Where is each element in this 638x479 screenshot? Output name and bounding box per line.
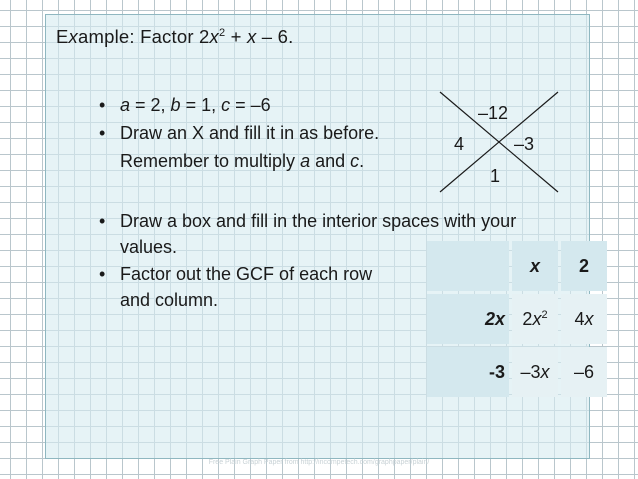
cell-exponent: 2 <box>541 308 548 321</box>
x-right-value: –3 <box>514 134 535 154</box>
remember-a: a <box>300 151 311 171</box>
example-title <box>56 26 293 48</box>
gcf-line2: and column. <box>120 290 219 310</box>
bullet-draw-x: • Draw an X and fill it in as before. <box>97 120 379 146</box>
remember-c: c <box>350 151 360 171</box>
cell-base: –6 <box>573 361 595 382</box>
title-text: Example: Factor 2x <box>56 26 219 47</box>
factor-box <box>424 238 610 400</box>
box-cell <box>512 294 558 344</box>
box-cell <box>512 347 558 397</box>
val-a: = 2, <box>130 95 171 115</box>
box-row-header-neg3: -3 <box>427 347 509 397</box>
box-cell <box>561 294 607 344</box>
bullet-list-top <box>97 92 379 148</box>
remember-prefix: Remember to multiply <box>120 151 301 171</box>
var-b: b <box>170 95 181 115</box>
box-cell <box>561 347 607 397</box>
cell-base: 4x <box>574 308 594 329</box>
title-exponent: 2 <box>218 26 226 39</box>
remember-line <box>120 148 364 174</box>
val-b: = 1, <box>180 95 222 115</box>
title-suffix: + x – 6. <box>225 26 294 47</box>
var-c: c <box>221 95 231 115</box>
cell-base: –3x <box>520 361 550 382</box>
x-bottom-value: 1 <box>490 166 501 186</box>
box-row-header-2x: 2x <box>427 294 509 344</box>
box-corner <box>427 241 509 291</box>
gcf-line1: Factor out the GCF of each row <box>120 264 373 284</box>
x-top-value: –12 <box>478 103 509 123</box>
var-a: a <box>120 95 131 115</box>
box-col-header-x: x <box>512 241 558 291</box>
cell-base: 2x <box>522 308 542 329</box>
draw-box-text: Draw a box and fill in the interior spaces with your values. <box>120 211 517 257</box>
remember-end: . <box>359 151 365 171</box>
val-c: = –6 <box>230 95 271 115</box>
x-left-value: 4 <box>454 134 465 154</box>
x-diagram <box>430 88 570 196</box>
box-col-header-2: 2 <box>561 241 607 291</box>
graph-paper-credit: Free Plain Graph Paper from http://incompetech.com/graphpaper/plain/ <box>208 459 430 466</box>
remember-and: and <box>310 151 351 171</box>
bullet-coefficients <box>97 92 379 118</box>
